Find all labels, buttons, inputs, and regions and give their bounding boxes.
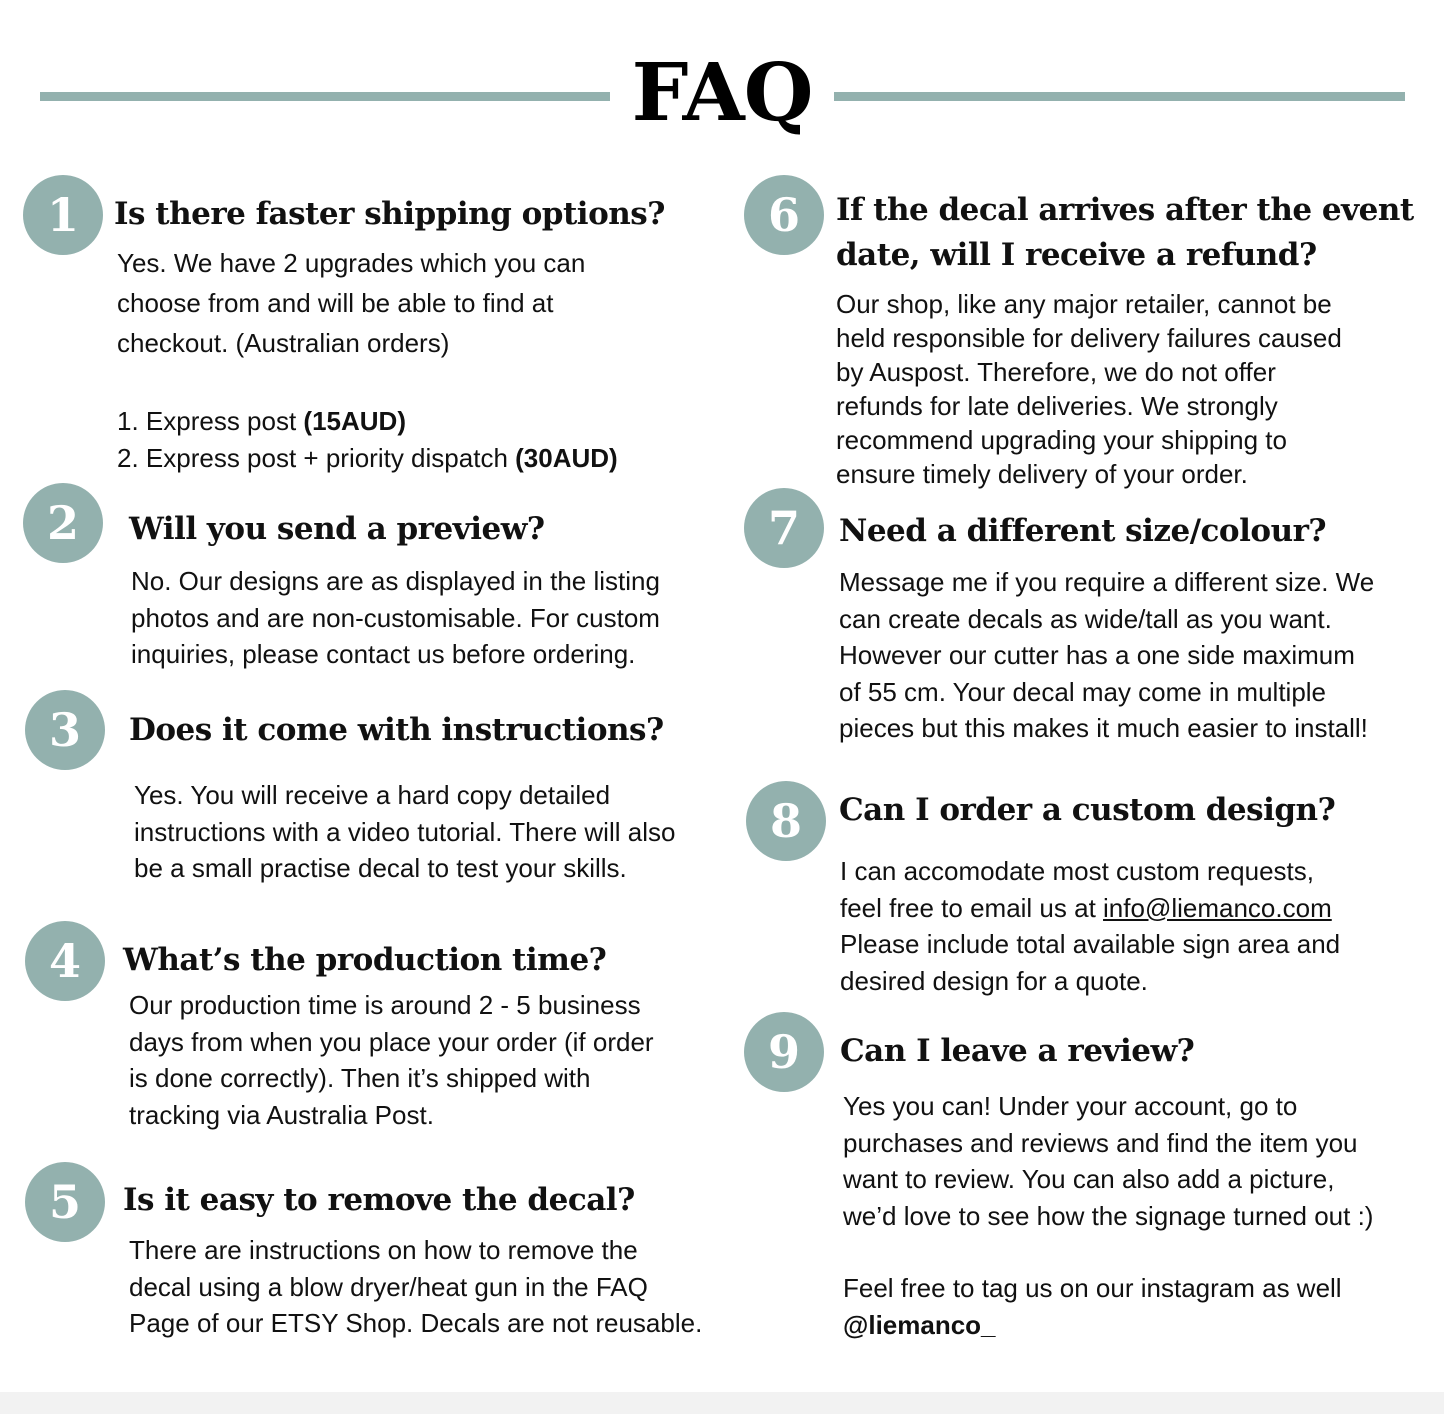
faq-number-badge: 8: [746, 781, 826, 861]
faq-answer: [836, 287, 1342, 491]
faq-answer: [129, 1232, 702, 1342]
answer-line: However our cutter has a one side maximum: [839, 640, 1355, 670]
faq-answer: [840, 853, 1340, 999]
answer-line: Yes. We have 2 upgrades which you can: [117, 248, 586, 278]
shipping-price: (15AUD): [303, 406, 406, 436]
answer-line: No. Our designs are as displayed in the listing: [131, 566, 660, 596]
answer-line: desired design for a quote.: [840, 965, 1148, 996]
answer-line: can create decals as wide/tall as you want.: [839, 603, 1332, 634]
page-title: FAQ: [631, 45, 813, 139]
answer-line: tracking via Australia Post.: [129, 1099, 434, 1130]
answer-line: days from when you place your order (if order: [129, 1026, 654, 1057]
answer-line: want to review. You can also add a picture,: [843, 1164, 1335, 1194]
answer-line: be a small practise decal to test your skills.: [134, 853, 627, 883]
faq-number-badge: 1: [23, 175, 103, 255]
email-link[interactable]: info@liemanco.com: [1103, 892, 1332, 923]
answer-line: instructions with a video tutorial. There will also: [134, 816, 676, 847]
shipping-option: 1. Express post (15AUD): [117, 406, 406, 436]
faq-number-badge: 5: [25, 1162, 105, 1242]
answer-line: held responsible for delivery failures caused: [836, 323, 1342, 353]
answer-line: of 55 cm. Your decal may come in multiple: [839, 676, 1327, 707]
answer-line: There are instructions on how to remove the: [129, 1235, 638, 1265]
answer-line: Please include total available sign area and: [840, 929, 1341, 959]
answer-line: ensure timely delivery of your order.: [836, 459, 1248, 489]
answer-line: we’d love to see how the signage turned out :): [843, 1200, 1374, 1231]
answer-line: by Auspost. Therefore, we do not offer: [836, 357, 1276, 387]
answer-line: Page of our ETSY Shop. Decals are not reusable.: [129, 1308, 703, 1338]
answer-line: purchases and reviews and find the item you: [843, 1127, 1358, 1158]
answer-line: Yes. You will receive a hard copy detailed: [134, 780, 611, 810]
header-divider-left: [40, 92, 610, 101]
faq-number-badge: 2: [23, 483, 103, 563]
faq-question: [836, 188, 1414, 278]
shipping-option: 2. Express post + priority dispatch (30AUD): [117, 443, 618, 473]
faq-answer: [117, 243, 618, 477]
faq-question: Does it come with instructions?: [129, 712, 664, 748]
faq-number-badge: 4: [25, 921, 105, 1001]
answer-line: feel free to email us at info@liemanco.com: [840, 892, 1332, 923]
answer-line: refunds for late deliveries. We strongly: [836, 391, 1278, 421]
answer-line: Message me if you require a different size. We: [839, 567, 1375, 597]
shipping-price: (30AUD): [515, 443, 618, 473]
faq-question: Is it easy to remove the decal?: [123, 1182, 635, 1218]
answer-line: Our shop, like any major retailer, cannot be: [836, 289, 1332, 319]
faq-number-badge: 9: [744, 1012, 824, 1092]
answer-line: decal using a blow dryer/heat gun in the FAQ: [129, 1271, 648, 1302]
instagram-handle: @liemanco_: [843, 1309, 996, 1340]
answer-line: checkout. (Australian orders): [117, 328, 450, 358]
faq-answer: [843, 1088, 1373, 1343]
faq-question: What’s the production time?: [123, 942, 607, 978]
faq-number-badge: 6: [744, 175, 824, 255]
question-line: date, will I receive a refund?: [836, 237, 1317, 273]
faq-answer: [134, 777, 675, 887]
faq-number-badge: 3: [25, 690, 105, 770]
faq-question: Can I leave a review?: [840, 1033, 1195, 1069]
answer-line: choose from and will be able to find at: [117, 288, 554, 318]
faq-question: Need a different size/colour?: [839, 513, 1327, 549]
answer-line: is done correctly). Then it’s shipped with: [129, 1063, 591, 1093]
answer-line: Yes you can! Under your account, go to: [843, 1091, 1298, 1121]
faq-answer: [131, 563, 660, 673]
header-divider-right: [834, 92, 1405, 101]
faq-question: Is there faster shipping options?: [114, 196, 665, 232]
answer-line: Feel free to tag us on our instagram as well: [843, 1273, 1342, 1303]
answer-line: Our production time is around 2 - 5 business: [129, 990, 641, 1020]
faq-number-badge: 7: [744, 488, 824, 568]
answer-line: I can accomodate most custom requests,: [840, 856, 1314, 886]
answer-line: photos and are non-customisable. For custom: [131, 602, 660, 633]
faq-question: Can I order a custom design?: [839, 792, 1336, 828]
faq-answer: [129, 987, 654, 1133]
faq-question: Will you send a preview?: [129, 511, 545, 547]
answer-line: inquiries, please contact us before ordering.: [131, 639, 636, 669]
faq-answer: [839, 564, 1374, 747]
bottom-strip: [0, 1392, 1444, 1414]
answer-line: recommend upgrading your shipping to: [836, 425, 1287, 455]
answer-line: pieces but this makes it much easier to install!: [839, 713, 1368, 743]
question-line: If the decal arrives after the event: [836, 192, 1414, 228]
